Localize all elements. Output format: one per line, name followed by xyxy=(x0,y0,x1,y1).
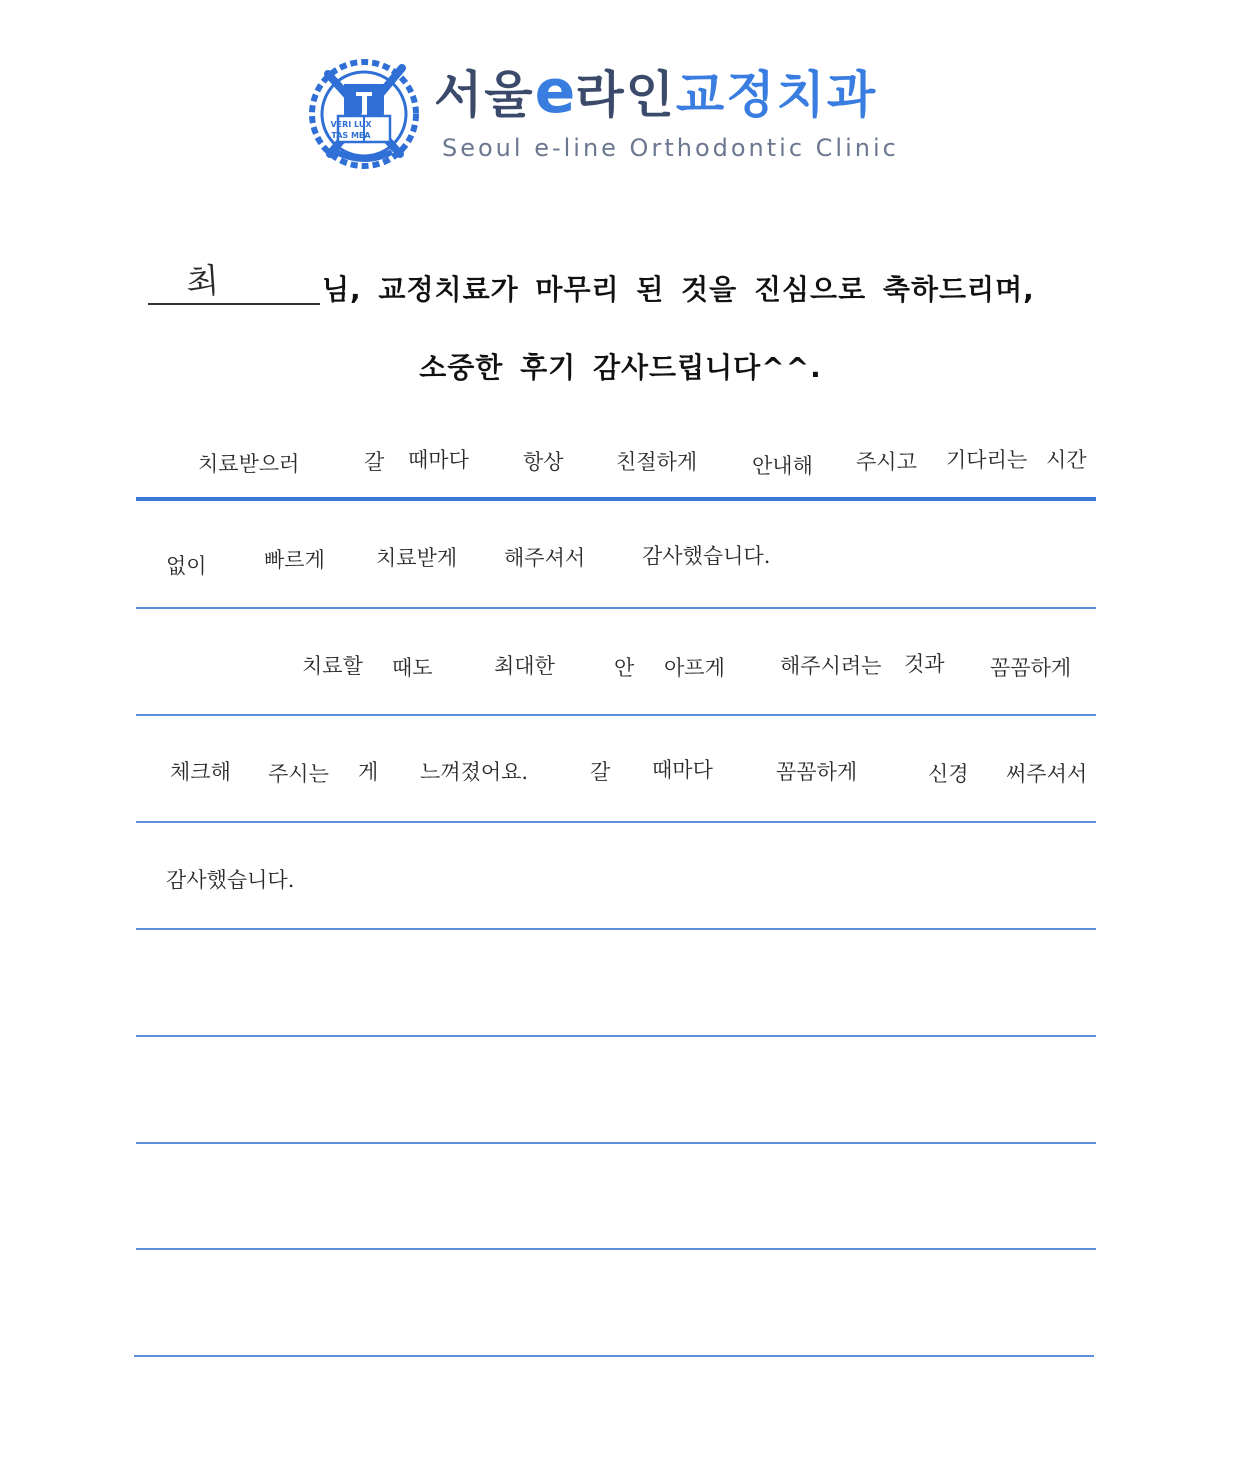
review-word: 최대한 xyxy=(494,654,555,678)
review-word: 주시고 xyxy=(856,450,917,474)
review-word: 안내해 xyxy=(752,454,813,478)
review-word: 시간 xyxy=(1046,448,1087,472)
review-word: 해주셔서 xyxy=(504,546,586,570)
review-word: 감사했습니다. xyxy=(166,868,295,892)
ruled-line-9 xyxy=(134,1355,1094,1357)
brand-part-e: e xyxy=(534,57,576,127)
review-word: 신경 xyxy=(928,762,969,786)
seal-text-top: VERI LUX xyxy=(330,120,372,129)
review-word: 꼼꼼하게 xyxy=(776,760,858,784)
greeting-line-1: 님, 교정치료가 마무리 된 것을 진심으로 축하드리며, xyxy=(322,273,1035,306)
review-word: 느껴졌어요. xyxy=(420,760,529,784)
review-word: 안 xyxy=(614,656,635,680)
clinic-name-english: Seoul e-line Orthodontic Clinic xyxy=(442,134,899,162)
review-word: 써주셔서 xyxy=(1006,762,1088,786)
university-seal-icon xyxy=(306,54,422,170)
brand-part-line: 라인 xyxy=(575,66,676,124)
review-word: 기다리는 xyxy=(946,448,1028,472)
name-underline xyxy=(148,303,320,305)
clinic-name-korean xyxy=(434,57,878,127)
ruled-line-6 xyxy=(136,1035,1096,1037)
review-word: 갈 xyxy=(364,450,385,474)
ruled-line-3 xyxy=(136,714,1096,716)
review-word: 때도 xyxy=(392,656,433,680)
review-word: 때마다 xyxy=(408,448,469,472)
ruled-line-8 xyxy=(136,1248,1096,1250)
clinic-header xyxy=(306,54,946,174)
review-word: 감사했습니다. xyxy=(642,544,771,568)
ruled-line-2 xyxy=(136,607,1096,609)
review-word: 아프게 xyxy=(664,656,725,680)
review-word: 없이 xyxy=(166,554,207,578)
ruled-line-1 xyxy=(136,497,1096,501)
review-word: 치료할 xyxy=(302,654,363,678)
review-word: 주시는 xyxy=(268,762,329,786)
review-word: 치료받으러 xyxy=(198,452,300,476)
review-word: 갈 xyxy=(590,760,611,784)
ruled-line-4 xyxy=(136,821,1096,823)
review-word: 게 xyxy=(358,760,379,784)
patient-name: 최 xyxy=(184,260,221,304)
review-word: 꼼꼼하게 xyxy=(990,656,1072,680)
review-word: 치료받게 xyxy=(376,546,458,570)
review-word: 빠르게 xyxy=(264,548,325,572)
brand-part-orthodontic: 교정치과 xyxy=(675,66,878,124)
review-word: 때마다 xyxy=(652,758,713,782)
review-word: 항상 xyxy=(523,450,564,474)
brand-part-seoul: 서울 xyxy=(434,66,535,124)
review-word: 해주시려는 xyxy=(780,654,882,678)
review-word: 친절하게 xyxy=(616,450,698,474)
ruled-line-5 xyxy=(136,928,1096,930)
review-word: 체크해 xyxy=(170,760,231,784)
ruled-line-7 xyxy=(136,1142,1096,1144)
review-word: 것과 xyxy=(904,652,945,676)
seal-text-bottom: TAS MEA xyxy=(331,131,371,140)
greeting-line-2: 소중한 후기 감사드립니다^^. xyxy=(419,351,822,384)
